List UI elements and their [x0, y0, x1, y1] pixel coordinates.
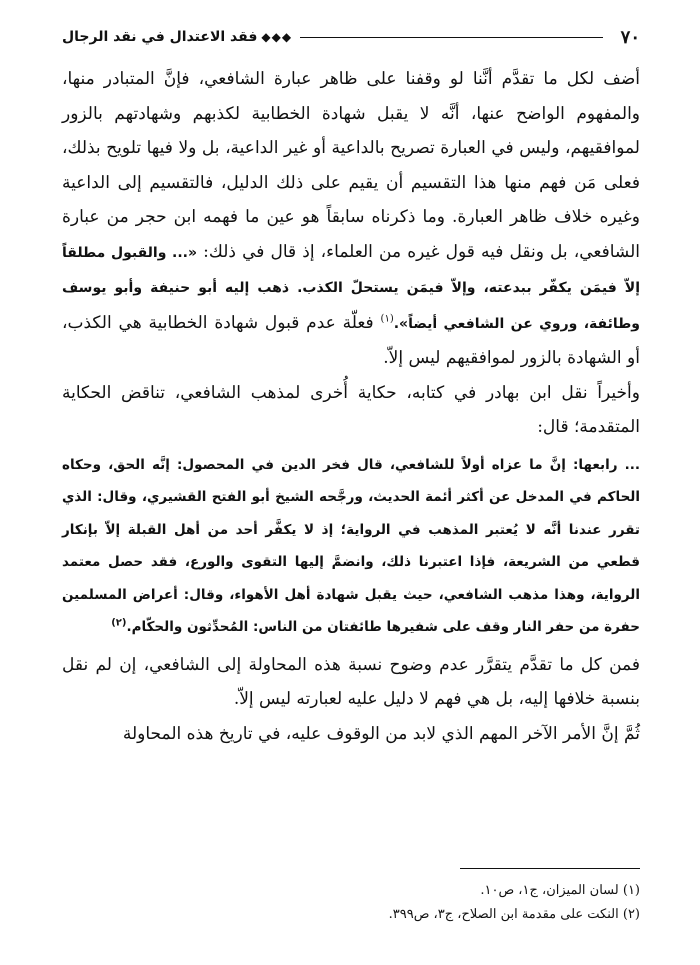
paragraph-3: فمن كل ما تقدَّم يتقرَّر عدم وضوح نسبة هذه المحاولة إلى الشافعي، إن لم نقل بنسبة خلافها إليه، بل هي فهم لا دليل عليه لعبارته ليس إلاّ.	[62, 654, 640, 709]
running-header	[62, 22, 640, 52]
footnote-ref-1[interactable]: (١)	[380, 312, 394, 324]
diamond-ornament-icon: ◆◆◆	[261, 30, 293, 44]
footnote-2: (٢) النكت على مقدمة ابن الصلاح، ج٣، ص٣٩٩.	[388, 907, 640, 922]
block-quote	[62, 449, 640, 644]
inline-quote: «... والقبول مطلقاً إلاّ فيمَن يكفّر ببدعته، وإلاّ فيمَن يستحلّ الكذب. ذهب إليه أبو حنيفة وأبو يوسف وطائفة، وروي عن الشافعي أيضاً».	[62, 244, 640, 332]
footnote-divider	[460, 868, 640, 869]
paragraph-1	[62, 62, 640, 376]
running-title: فقد الاعتدال في نقد الرجال	[62, 29, 258, 45]
footnote-1: (١) لسان الميزان، ج١، ص١٠.	[480, 883, 640, 898]
paragraph-2: وأخيراً نقل ابن بهادر في كتابه، حكاية أُخرى لمذهب الشافعي، تناقض الحكاية المتقدمة؛ قال:	[62, 382, 640, 437]
paragraph-4: ثُمَّ إنَّ الأمر الآخر المهم الذي لابد من الوقوف عليه، في تاريخ هذه المحاولة	[122, 723, 640, 744]
header-rule	[300, 37, 603, 38]
main-text	[62, 62, 640, 751]
paragraph-1-continuation: فعلّة عدم قبول شهادة الخطابية هي الكذب، أو الشهادة بالزور لموافقيهم ليس إلاّ.	[62, 312, 640, 368]
footnote-ref-2[interactable]: (٢)	[111, 617, 127, 629]
paragraph-1-text: أضف لكل ما تقدَّم أنَّنا لو وقفنا على ظاهر عبارة الشافعي، فإنَّ المتبادر منها، والمفهوم الواضح عنها، أنَّه لا يقبل شهادة الخطابية لكذبهم وشهادتهم بالزور لموافقيهم، وليس في العبارة تصريح بالداعية أو غير الداعية، بل ولا فيها تلويح بذلك، فعلى مَن فهم منها هذا التقسيم أن يقيم على ذلك الدليل، فالتقسيم إلى الداعية وغيره خلاف ظاهر العبارة. وما ذكرناه سابقاً هو عين ما فهمه ابن حجر من عبارة الشافعي، بل ونقل فيه قول غيره من العلماء، إذ قال في ذلك:	[62, 69, 640, 262]
block-quote-text: ... رابعها: إنَّ ما عزاه أولاً للشافعي، قال فخر الدين في المحصول: إنَّه الحق، وحكاه الحاكم في المدخل عن أكثر أئمة الحديث، ورجَّحه الشيخ أبو الفتح القشيري، وقال: الذي تقرر عندنا أنَّه لا يُعتبر المذهب في الرواية؛ إذ لا يكفَّر أحد من أهل القبلة إلاّ بإنكار قطعي من الشريعة، فإذا اعتبرنا ذلك، وانضمَّ إليها التقوى والورع، فقد حصل معتمد الرواية، وهذا مذهب الشافعي، حيث يقبل شهادة أهل الأهواء، وقال: أعراض المسلمين حفرة من حفر النار وقف على شفيرها طائفتان من الناس: المُحدِّثون والحكّام.	[62, 456, 640, 635]
page-number: ٧٠	[620, 26, 640, 48]
footnotes	[62, 868, 640, 927]
